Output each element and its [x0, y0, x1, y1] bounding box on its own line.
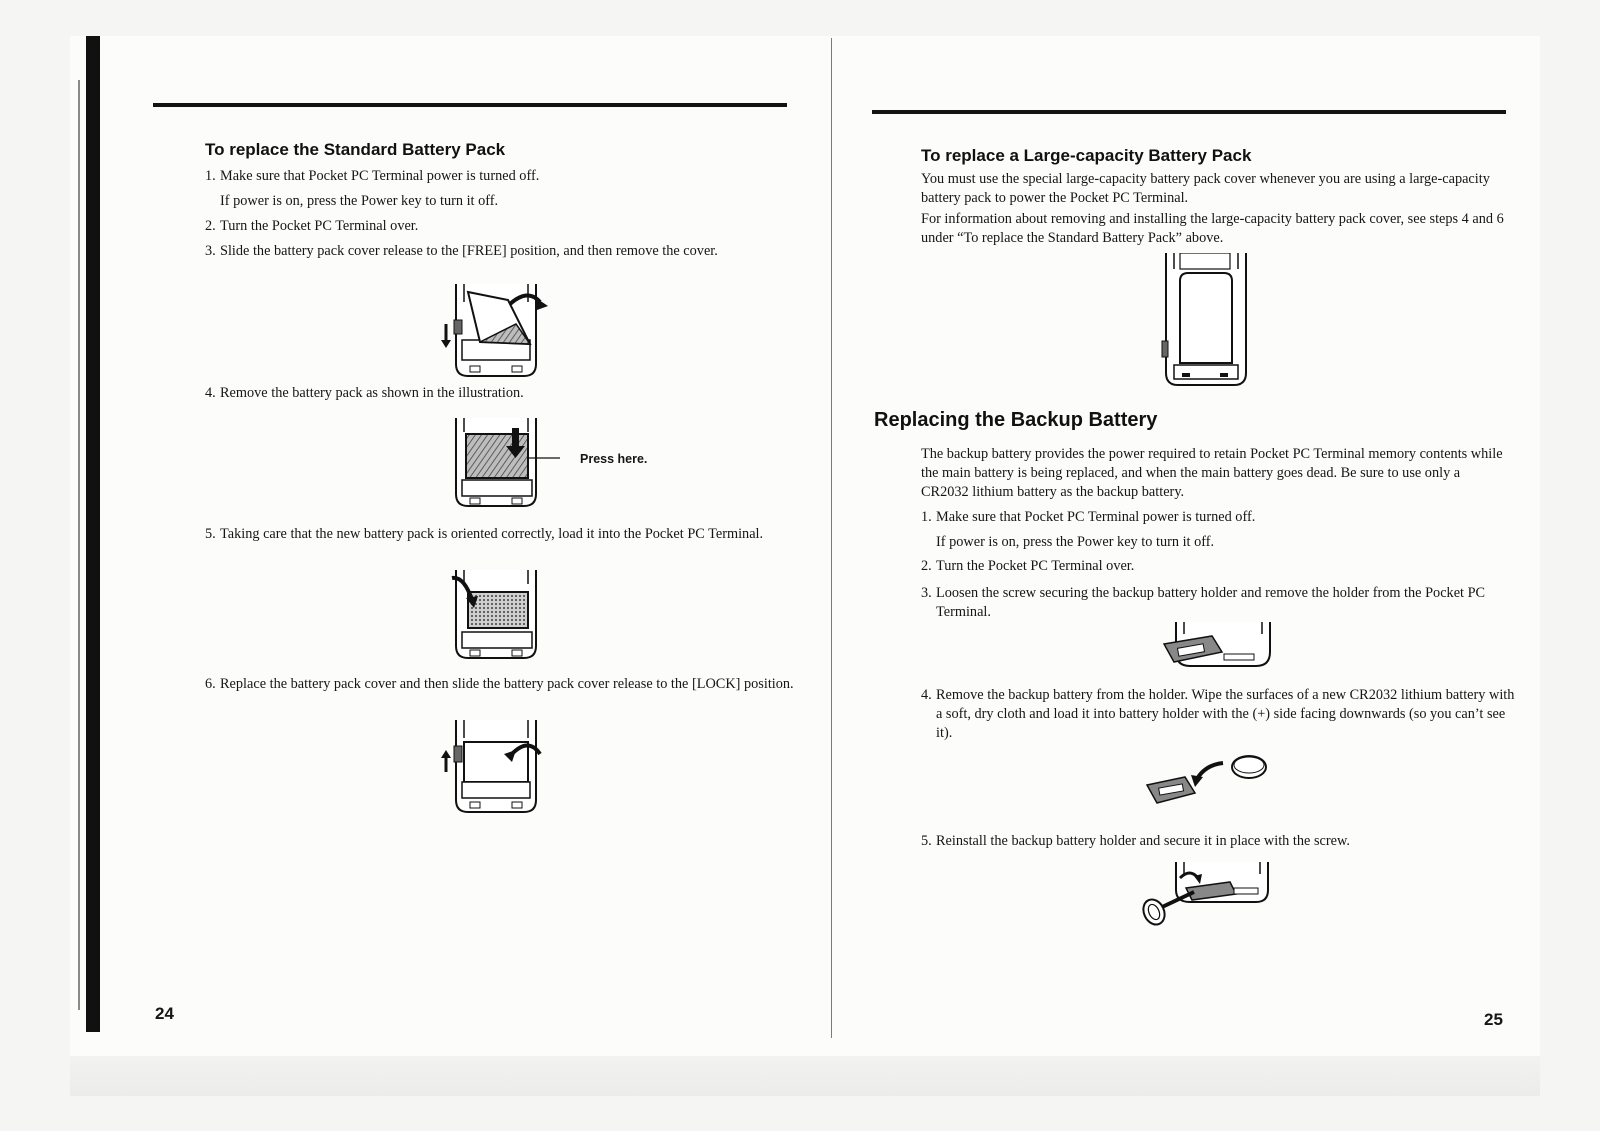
- right-step-1: [921, 508, 1521, 527]
- right-step-3: [921, 584, 1521, 622]
- figure-replace-cover: [440, 720, 560, 816]
- step-text: Make sure that Pocket PC Terminal power is turned off.: [220, 168, 540, 184]
- large-battery-paragraph-2: For information about removing and installing the large-capacity battery pack cover, see steps 4 and 6 under “To replace the Standard Battery Pack” above.: [921, 211, 1504, 246]
- page-number-right: 25: [1484, 1010, 1503, 1029]
- page-gutter: [831, 38, 832, 1038]
- step-number: 1.: [205, 168, 216, 184]
- scan-bottom-edge: [70, 1056, 1540, 1096]
- figure-load-battery: [450, 570, 550, 662]
- right-step-5: [921, 832, 1521, 851]
- step-text: Slide the battery pack cover release to the [FREE] position, and then remove the cover.: [220, 243, 718, 259]
- step-number: 5.: [921, 833, 932, 849]
- step-text: Turn the Pocket PC Terminal over.: [220, 218, 419, 234]
- left-step-1: [205, 167, 795, 186]
- step-text: Remove the backup battery from the holder. Wipe the surfaces of a new CR2032 lithium battery with a soft, dry cloth and load it into battery holder with the (+) side facing downwards (so you can’t see it).: [936, 687, 1515, 741]
- section-heading-standard-battery: To replace the Standard Battery Pack: [205, 140, 506, 159]
- figure-remove-holder: [1160, 622, 1280, 674]
- left-step-2: [205, 217, 795, 236]
- step-text: Turn the Pocket PC Terminal over.: [936, 558, 1135, 574]
- step-number: 6.: [205, 676, 216, 692]
- left-step-4: [205, 384, 795, 403]
- right-step-2: [921, 557, 1521, 576]
- step-text: Replace the battery pack cover and then slide the battery pack cover release to the [LOCK] position.: [220, 676, 794, 692]
- figure-screwdriver: [1140, 862, 1280, 932]
- top-rule: [153, 103, 787, 107]
- step-number: 2.: [921, 558, 932, 574]
- left-step-1-sub: If power is on, press the Power key to turn it off.: [220, 193, 499, 209]
- section-heading-large-battery: To replace a Large-capacity Battery Pack: [921, 146, 1252, 165]
- figure-remove-battery: [450, 418, 560, 510]
- step-number: 4.: [205, 385, 216, 401]
- page-number-left: 24: [155, 1004, 174, 1023]
- step-number: 2.: [205, 218, 216, 234]
- figure-remove-cover: [440, 284, 560, 380]
- step-number: 5.: [205, 526, 216, 542]
- top-rule: [872, 110, 1506, 114]
- binding-edge: [86, 36, 100, 1032]
- binding-line: [78, 80, 80, 1010]
- step-number: 3.: [205, 243, 216, 259]
- figure-coin-battery: [1145, 755, 1275, 815]
- right-step-4: [921, 686, 1521, 743]
- step-text: Remove the battery pack as shown in the illustration.: [220, 385, 524, 401]
- right-step-1-sub: If power is on, press the Power key to turn it off.: [936, 534, 1215, 550]
- step-number: 3.: [921, 585, 932, 601]
- backup-intro-paragraph: The backup battery provides the power required to retain Pocket PC Terminal memory contents while the main battery is being replaced, and when the main battery goes dead. Be sure to use only a CR2032 lithium battery as the backup battery.: [921, 446, 1503, 500]
- step-text: Loosen the screw securing the backup battery holder and remove the holder from the Pocket PC Terminal.: [936, 585, 1486, 620]
- left-step-5: [205, 525, 800, 544]
- figure-large-capacity-cover: [1160, 253, 1260, 389]
- large-battery-paragraph-1: You must use the special large-capacity battery pack cover whenever you are using a large-capacity battery pack to power the Pocket PC Terminal.: [921, 171, 1490, 206]
- step-number: 4.: [921, 687, 932, 703]
- callout-press-here: Press here.: [580, 452, 648, 466]
- step-number: 1.: [921, 509, 932, 525]
- section-heading-backup-battery: Replacing the Backup Battery: [874, 409, 1158, 431]
- left-step-6: [205, 675, 800, 694]
- step-text: Reinstall the backup battery holder and secure it in place with the screw.: [936, 833, 1350, 849]
- left-step-3: [205, 242, 795, 261]
- step-text: Taking care that the new battery pack is oriented correctly, load it into the Pocket PC Terminal.: [220, 526, 764, 542]
- step-text: Make sure that Pocket PC Terminal power is turned off.: [936, 509, 1256, 525]
